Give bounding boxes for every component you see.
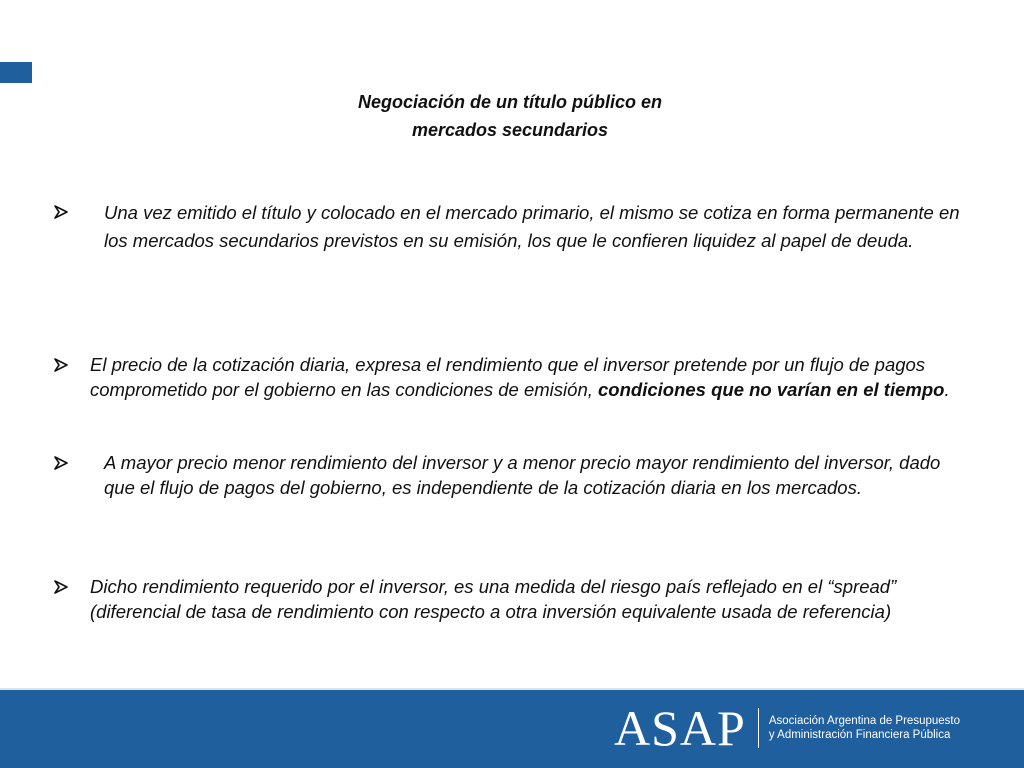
bullet-item-4 [54,574,974,624]
bullet-text-2 [90,352,974,402]
bullet-item-2 [54,352,974,402]
organization-name-line-1: Asociación Argentina de Presupuesto [768,715,960,727]
logo-separator [758,708,759,748]
logo-mark: ASAP [614,700,746,756]
accent-square [0,62,32,83]
arrowhead-bullet-icon [54,574,70,599]
slide-title-line-1: Negociación de un título público en [357,92,662,112]
slide-title-line-2: mercados secundarios [411,120,609,140]
arrowhead-bullet-icon [54,199,70,224]
organization-name [769,714,960,742]
asap-logo [614,700,960,756]
bullet-text-3: A mayor precio menor rendimiento del inversor y a menor precio mayor rendimiento del inversor, dado que el flujo de pagos del gobierno, es independiente de la cotización diaria en los mercados. [104,452,941,498]
bullet-item-3 [54,450,964,500]
bullet-text-2-bold: condiciones que no varían en el tiempo [598,379,945,400]
arrowhead-bullet-icon [54,352,70,377]
bullet-text-2-post: . [944,379,950,400]
bullet-text-2-pre: El precio de la cotización diaria, expresa el rendimiento que el inversor pretende por un flujo de pagos comprometido por el gobierno en las condiciones de emisión, [90,354,926,400]
slide-title [180,88,840,144]
arrowhead-bullet-icon [54,450,70,475]
organization-name-line-2: y Administración Financiera Pública [768,729,951,741]
bullet-item-1 [54,199,974,255]
bullet-text-4: Dicho rendimiento requerido por el inversor, es una medida del riesgo país reflejado en el “spread” (diferencial de tasa de rendimiento con respecto a otra inversión equivalente usada de referencia) [90,576,897,622]
bullet-text-1: Una vez emitido el título y colocado en el mercado primario, el mismo se cotiza en forma permanente en los mercados secundarios previstos en su emisión, los que le confieren liquidez al papel de deuda. [104,202,960,251]
